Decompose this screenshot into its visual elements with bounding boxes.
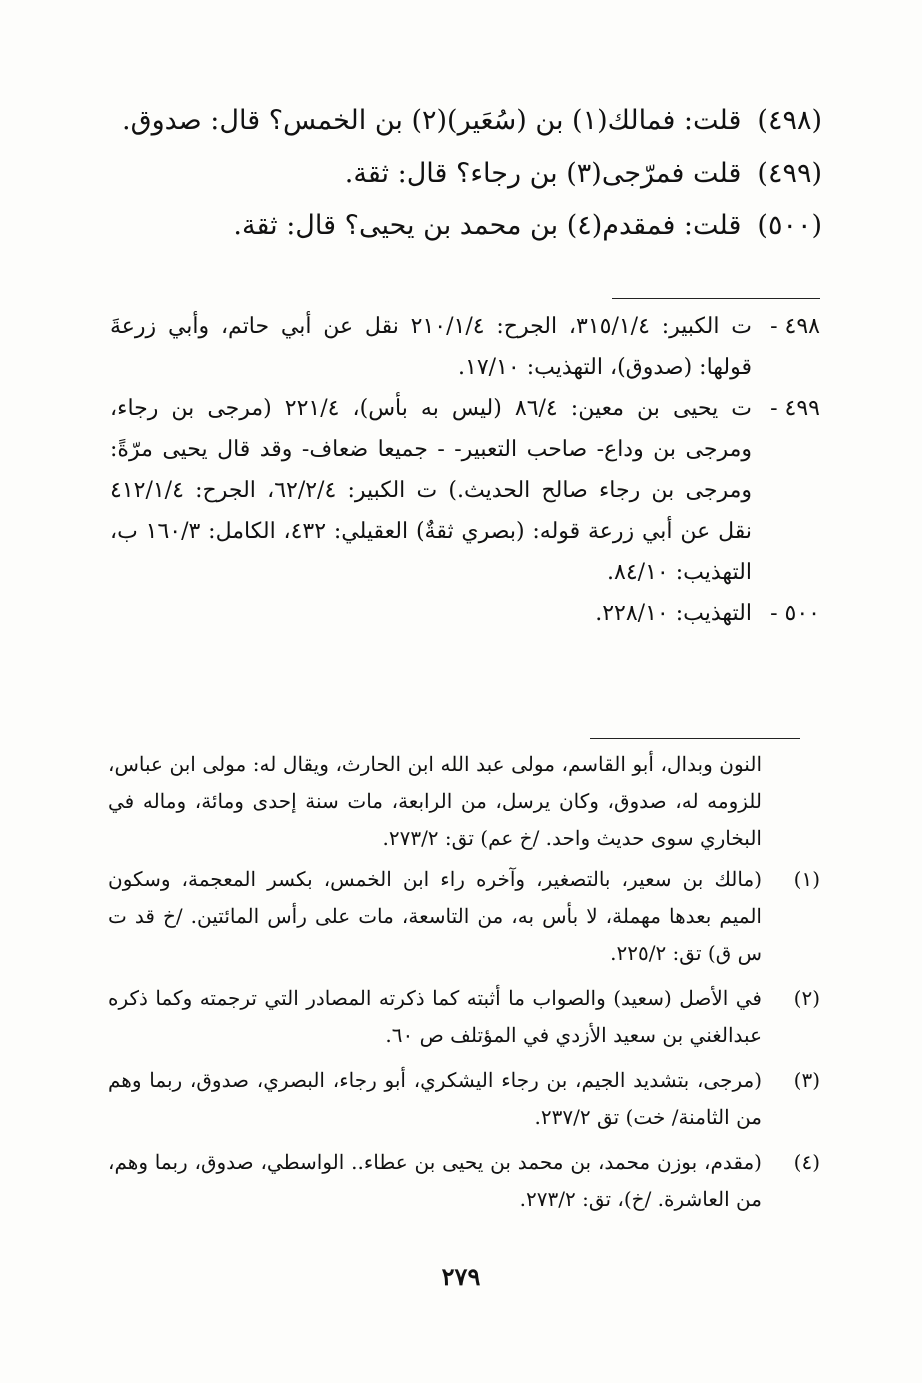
footnote-continuation xyxy=(108,746,820,857)
note-label: ٤٩٩ - xyxy=(770,396,820,421)
footnotes-divider xyxy=(590,738,800,739)
note-text: ت الكبير: ٣١٥/١/٤، الجرح: ٢١٠/١/٤ نقل عن أبي حاتم، وأبي زرعةَ قولها: (صدوق)، التهذيب: ١٧/١٠. xyxy=(110,314,752,380)
footnote-text: (مرجى، بتشديد الجيم، بن رجاء اليشكري، أبو رجاء، البصري، صدوق، ربما وهم من الثامنة/ خت) تق ٢٣٧/٢. xyxy=(108,1068,762,1129)
footnote-label: (١) xyxy=(793,867,820,891)
notes-divider xyxy=(612,298,820,299)
note-label: ٥٠٠ - xyxy=(770,601,820,626)
entry-number: (٤٩٩) xyxy=(757,158,822,189)
footnote-text: في الأصل (سعيد) والصواب ما أثبته كما ذكرته المصادر التي ترجمته وكما ذكره عبدالغني بن سعيد الأزدي في المؤتلف ص ٦٠. xyxy=(108,986,762,1047)
footnote-1 xyxy=(108,861,820,972)
note-499 xyxy=(110,388,820,593)
note-text: التهذيب: ٢٢٨/١٠. xyxy=(595,601,752,626)
source-notes xyxy=(110,306,820,634)
entry-text: قلت: فمالك(١) بن (سُعَير)(٢) بن الخمس؟ قال: صدوق. xyxy=(122,105,742,136)
note-label: ٤٩٨ - xyxy=(770,314,820,339)
footnote-text: (مقدم، بوزن محمد، بن محمد بن يحيى بن عطاء.. الواسطي، صدوق، ربما وهم، من العاشرة. /خ)، تق: ٢٧٣/٢. xyxy=(108,1150,762,1211)
footnote-4 xyxy=(108,1144,820,1218)
entry-number: (٤٩٨) xyxy=(757,105,822,136)
page-number: ٢٧٩ xyxy=(441,1262,481,1291)
footnote-label: (٣) xyxy=(793,1068,820,1092)
main-line-499 xyxy=(110,152,822,196)
footnote-text: النون وبدال، أبو القاسم، مولى عبد الله ابن الحارث، ويقال له: مولى ابن عباس، للزومه له، صدوق، وكان يرسل، من الرابعة، مات سنة إحدى ومائة، وماله في البخاري سوى حديث واحد. /خ عم) تق: ٢٧٣/٢. xyxy=(108,752,762,850)
entry-text: قلت: فمقدم(٤) بن محمد بن يحيى؟ قال: ثقة. xyxy=(233,210,742,241)
footnote-3 xyxy=(108,1062,820,1136)
footnote-label: (٤) xyxy=(793,1150,820,1174)
main-line-498 xyxy=(110,99,822,143)
footnote-2 xyxy=(108,980,820,1054)
note-text: ت يحيى بن معين: ٨٦/٤ (ليس به بأس)، ٢٢١/٤ (مرجى بن رجاء، ومرجى بن وداع- صاحب التعبير- - جميعا ضعاف- وقد قال يحيى مرّةً: ومرجى بن رجاء صالح الحديث.) ت الكبير: ٦٢/٢/٤، الجرح: ٤١٢/١/٤ نقل عن أبي زرعة قوله: (بصري ثقةٌ) العقيلي: ٤٣٢، الكامل: ١٦٠/٣ ب، التهذيب: ٨٤/١٠. xyxy=(110,396,752,585)
entry-number: (٥٠٠) xyxy=(757,210,822,241)
footnotes xyxy=(108,746,820,1218)
entry-text: قلت فمرّجى(٣) بن رجاء؟ قال: ثقة. xyxy=(344,158,742,189)
footnote-text: (مالك بن سعير، بالتصغير، وآخره راء ابن الخمس، بكسر المعجمة، وسكون الميم بعدها مهملة، لا بأس به، من التاسعة، مات على رأس المائتين. /خ قد ت س ق) تق: ٢٢٥/٢. xyxy=(108,867,762,965)
main-line-500 xyxy=(110,204,822,248)
note-498 xyxy=(110,306,820,388)
footnote-label: (٢) xyxy=(793,986,820,1010)
note-500 xyxy=(110,593,820,634)
